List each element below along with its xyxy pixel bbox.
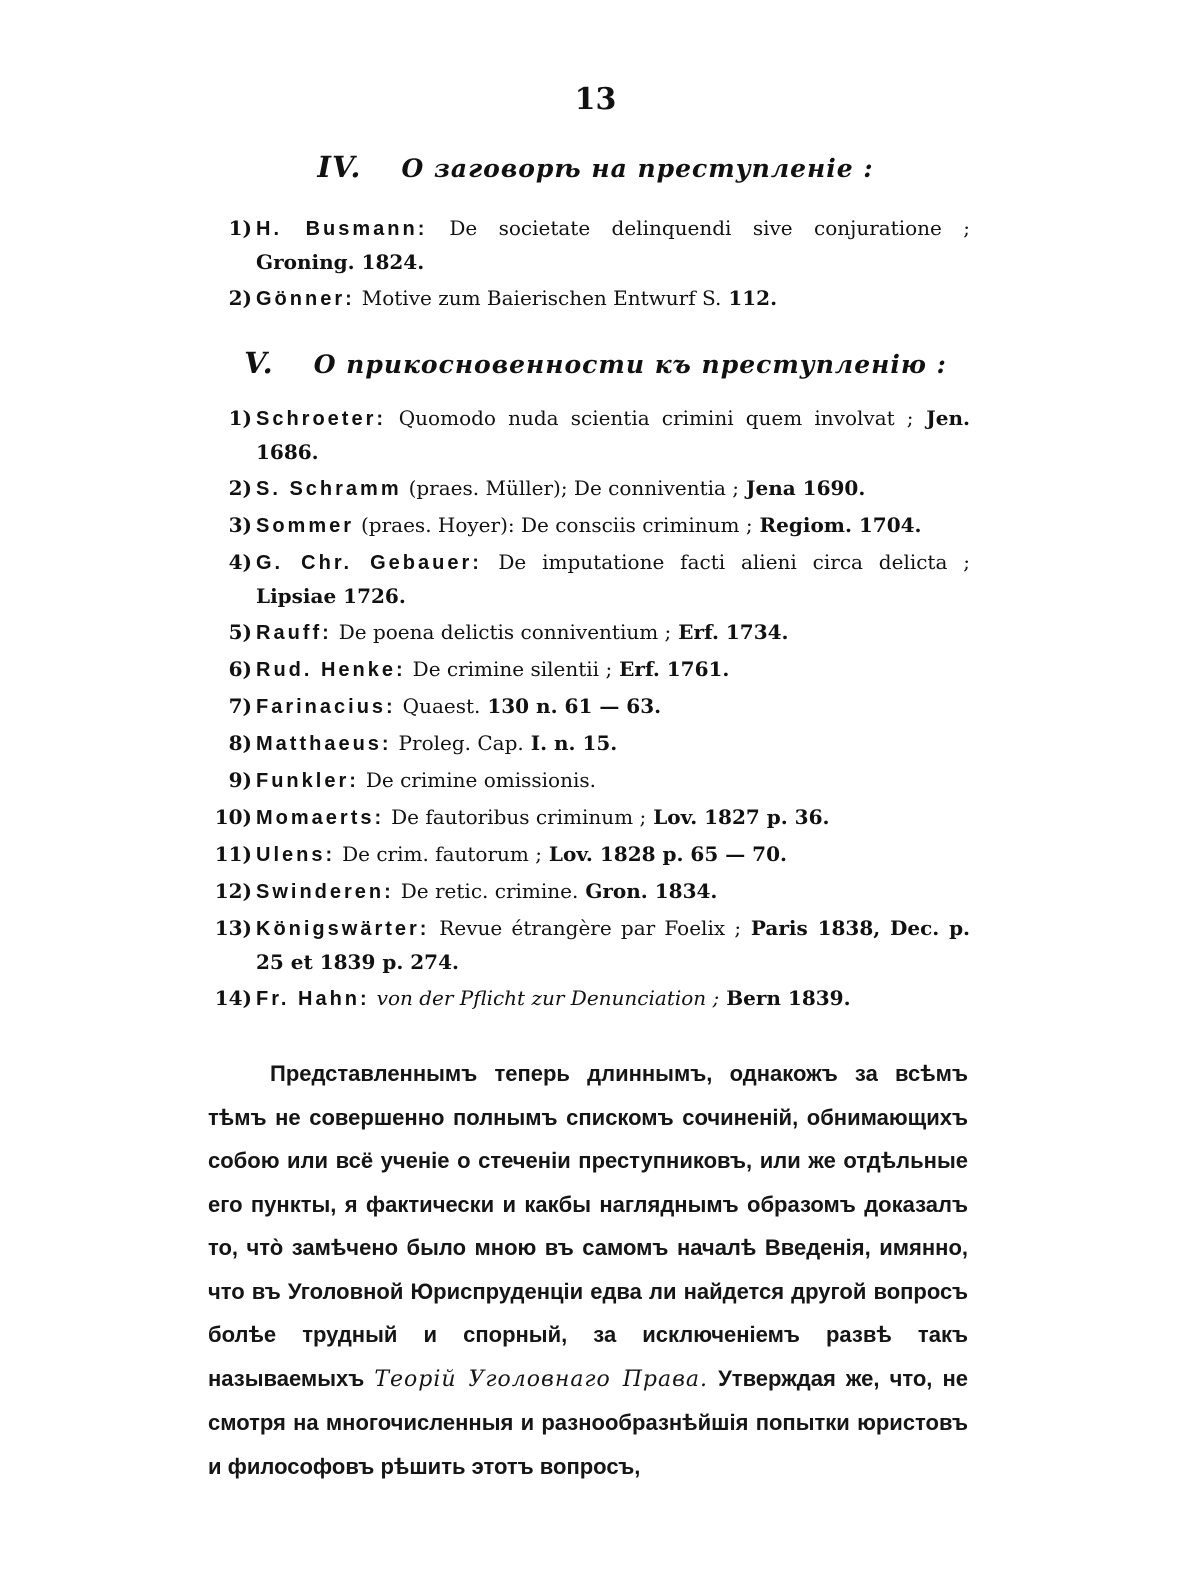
reference-item bbox=[200, 402, 970, 469]
reference-title: Quaest. bbox=[402, 694, 481, 718]
reference-author: Sommer bbox=[256, 515, 355, 537]
reference-imprint: Lov. 1828 p. 65 — 70. bbox=[548, 842, 787, 866]
reference-imprint: 112. bbox=[728, 286, 778, 310]
reference-author: H. Busmann: bbox=[256, 218, 428, 240]
reference-author: Funkler: bbox=[256, 770, 359, 792]
reference-author: Ulens: bbox=[256, 844, 336, 866]
reference-author: Königswärter: bbox=[256, 918, 430, 940]
reference-title: De crimine silentii ; bbox=[412, 657, 613, 681]
reference-author: Rud. Henke: bbox=[256, 659, 406, 681]
reference-item bbox=[200, 212, 970, 279]
reference-title: Proleg. Cap. bbox=[398, 731, 524, 755]
reference-number: 7) bbox=[228, 694, 252, 718]
reference-item bbox=[200, 653, 970, 687]
reference-number: 10) bbox=[214, 805, 252, 829]
section-iv-numeral: IV. bbox=[317, 150, 362, 184]
reference-number: 13) bbox=[214, 916, 252, 940]
paragraph-italic-phrase: Теорій Уголовнаго Права. bbox=[374, 1366, 709, 1392]
reference-title: von der Pflicht zur Denunciation ; bbox=[376, 986, 720, 1010]
reference-author: Gönner: bbox=[256, 288, 355, 310]
reference-number: 4) bbox=[228, 550, 252, 574]
reference-author: G. Chr. Gebauer: bbox=[256, 552, 482, 574]
reference-author: Farinacius: bbox=[256, 696, 396, 718]
page-number: 13 bbox=[574, 82, 617, 117]
reference-number: 9) bbox=[228, 768, 252, 792]
section-v-numeral: V. bbox=[244, 346, 274, 380]
reference-number: 3) bbox=[228, 513, 252, 537]
reference-number: 6) bbox=[228, 657, 252, 681]
reference-item bbox=[200, 509, 970, 543]
reference-item bbox=[200, 838, 970, 872]
reference-item bbox=[200, 690, 970, 724]
section-iv-title: О заговорѣ на преступленіе : bbox=[401, 154, 874, 183]
reference-author: S. Schramm bbox=[256, 478, 402, 500]
reference-imprint: Regiom. 1704. bbox=[759, 513, 922, 537]
reference-imprint: Erf. 1761. bbox=[619, 657, 730, 681]
reference-imprint: Jen. 1686. bbox=[256, 406, 970, 464]
reference-number: 14) bbox=[214, 986, 252, 1010]
reference-imprint: Paris 1838, Dec. p. 25 et 1839 p. 274. bbox=[256, 916, 971, 974]
paragraph-text-start: Представленнымъ теперь длиннымъ, однакожъ за всѣмъ тѣмъ не совершенно полнымъ спискомъ сочиненій, обнимающихъ собою или всё ученіе о стеченіи преступниковъ, или же отдѣльные его пункты, я фактически и какбы нагляднымъ образомъ доказалъ то, что̀ замѣчено было мною въ самомъ началѣ Введенія, имянно, что въ Уголовной Юриспруденціи едва ли найдется другой вопросъ болѣе трудный и спорный, за исключеніемъ развѣ такъ называемыхъ bbox=[208, 1061, 968, 1391]
reference-author: Rauff: bbox=[256, 622, 332, 644]
reference-item bbox=[200, 982, 970, 1016]
reference-imprint: Jena 1690. bbox=[746, 476, 866, 500]
reference-imprint: Erf. 1734. bbox=[678, 620, 789, 644]
reference-item bbox=[200, 875, 970, 909]
reference-item bbox=[200, 764, 970, 798]
section-iv-heading bbox=[0, 150, 1191, 184]
reference-title: Revue étrangère par Foelix ; bbox=[439, 916, 742, 940]
paragraph-text-end: Утверждая же, что, не смотря на многочисленныя и разнообразнѣйшія попытки юристовъ и философовъ рѣшить этотъ вопросъ, bbox=[208, 1365, 968, 1479]
reference-title: De crim. fautorum ; bbox=[342, 842, 542, 866]
reference-item bbox=[200, 282, 970, 316]
reference-item bbox=[200, 912, 970, 979]
reference-number: 1) bbox=[228, 216, 252, 240]
reference-item bbox=[200, 616, 970, 650]
reference-imprint: Lov. 1827 p. 36. bbox=[653, 805, 830, 829]
reference-number: 12) bbox=[214, 879, 252, 903]
reference-imprint: I. n. 15. bbox=[530, 731, 618, 755]
reference-number: 11) bbox=[214, 842, 252, 866]
reference-title: De societate delinquendi sive conjuratione ; bbox=[449, 216, 970, 240]
reference-number: 2) bbox=[228, 476, 252, 500]
reference-number: 2) bbox=[228, 286, 252, 310]
section-iv-reference-list bbox=[200, 212, 970, 319]
reference-title: De poena delictis conniventium ; bbox=[338, 620, 672, 644]
reference-number: 1) bbox=[228, 406, 252, 430]
reference-number: 5) bbox=[228, 620, 252, 644]
reference-imprint: Groning. 1824. bbox=[256, 250, 425, 274]
reference-item bbox=[200, 801, 970, 835]
reference-author: Swinderen: bbox=[256, 881, 394, 903]
reference-author: Fr. Hahn: bbox=[256, 988, 370, 1010]
reference-author: Momaerts: bbox=[256, 807, 385, 829]
reference-title: Quomodo nuda scientia crimini quem involvat ; bbox=[398, 406, 914, 430]
reference-imprint: Lipsiae 1726. bbox=[256, 584, 406, 608]
reference-author: Schroeter: bbox=[256, 408, 387, 430]
reference-author: Matthaeus: bbox=[256, 733, 392, 755]
reference-item bbox=[200, 472, 970, 506]
main-paragraph bbox=[208, 1052, 968, 1488]
reference-title: De fautoribus criminum ; bbox=[391, 805, 647, 829]
reference-title: De crimine omissionis. bbox=[365, 768, 596, 792]
section-v-heading bbox=[0, 346, 1191, 380]
reference-item bbox=[200, 546, 970, 613]
reference-title: De retic. crimine. bbox=[400, 879, 579, 903]
reference-title: De imputatione facti alieni circa delicta ; bbox=[498, 550, 970, 574]
reference-number: 8) bbox=[228, 731, 252, 755]
reference-item bbox=[200, 727, 970, 761]
section-v-reference-list bbox=[200, 402, 970, 1019]
reference-title: Motive zum Baierischen Entwurf S. bbox=[361, 286, 722, 310]
section-v-title: О прикосновенности къ преступленію : bbox=[313, 350, 947, 379]
reference-title: (praes. Hoyer): De consciis criminum ; bbox=[361, 513, 753, 537]
reference-imprint: Bern 1839. bbox=[726, 986, 851, 1010]
reference-imprint: Gron. 1834. bbox=[585, 879, 718, 903]
reference-imprint: 130 n. 61 — 63. bbox=[487, 694, 662, 718]
reference-title: (praes. Müller); De conniventia ; bbox=[408, 476, 740, 500]
